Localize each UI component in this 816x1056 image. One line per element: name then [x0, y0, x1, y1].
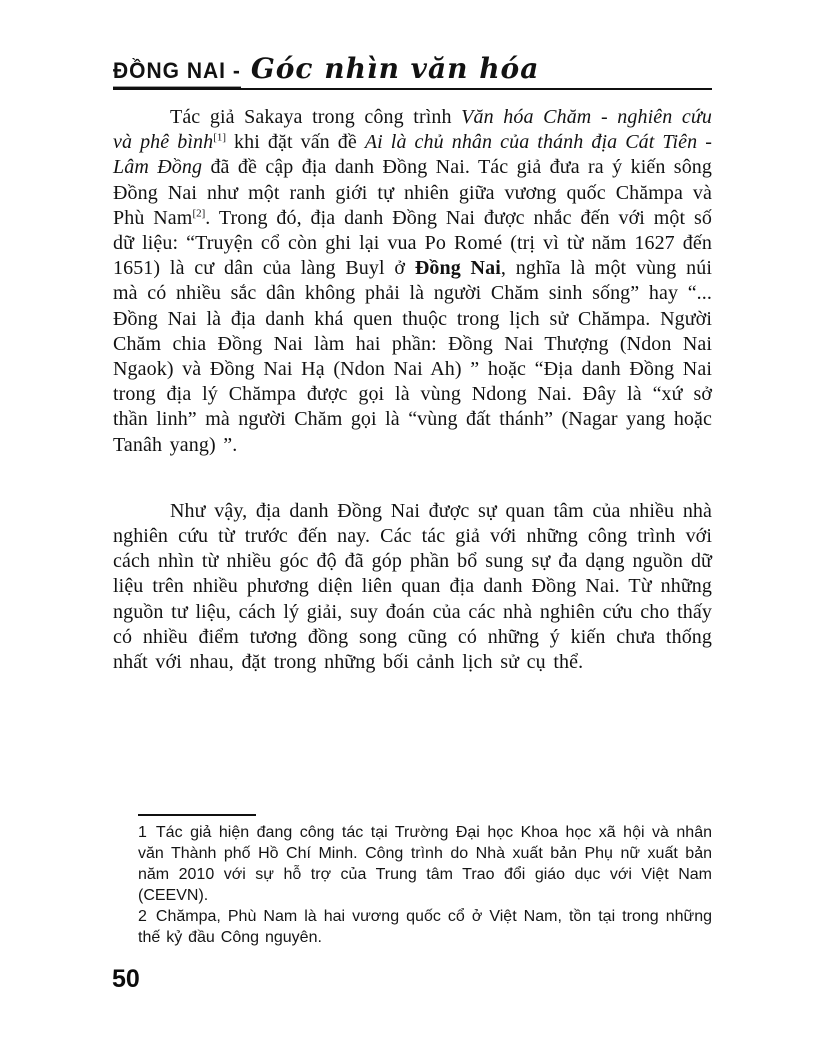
paragraph — [113, 105, 712, 458]
body-paragraphs — [113, 105, 712, 675]
header-series-title-text: ĐỒNG NAI — [113, 59, 226, 84]
paragraph — [113, 499, 712, 675]
footnote — [138, 906, 712, 948]
footnote — [138, 822, 712, 906]
footnote-rule — [138, 814, 256, 816]
footnote-number: 1 — [138, 824, 147, 841]
text-segment: . Trong đó, địa danh Đồng Nai được nhắc đến với một số dữ liệu: “Truyện cổ còn ghi lại vua Po Romé (trị vì từ năm 1627 đến 1651) là cư dân của làng Buyl ở — [113, 206, 713, 280]
text-segment: Tác giả Sakaya trong công trình — [170, 106, 462, 128]
text-segment: đã đề cập địa danh Đồng Nai. Tác giả đưa ra ý kiến sông Đồng Nai như một ranh giới tự nhiên giữa vương quốc Chămpa và Phù Nam — [113, 156, 712, 229]
text-segment: , nghĩa là một vùng núi mà có nhiều sắc dân không phải là người Chăm sinh sống” hay “... Đồng Nai là địa danh khá quen thuộc trong lịch sử Chămpa. Người Chăm chia Đồng Nai làm hai phần: Đồng Nai Thượng (Ndon Nai Ngaok) và Đồng Nai Hạ (Ndon Nai Ah) ” hoặc “Địa danh Đồng Nai trong địa lý Chămpa được gọi là vùng Ndong Nai. Đây là “xứ sở thần linh” mà người Chăm gọi là “vùng đất thánh” (Nagar yang hoặc Tanâh yang) ”. — [113, 257, 712, 456]
header-subtitle-script: Góc nhìn văn hóa — [250, 52, 540, 85]
footnote-list — [138, 822, 712, 948]
header-series-title — [113, 59, 241, 88]
header-separator: - — [226, 59, 241, 84]
footnote-text: Tác giả hiện đang công tác tại Trường Đại học Khoa học xã hội và nhân văn Thành phố Hồ Chí Minh. Công trình do Nhà xuất bản Phụ nữ xuất bản năm 2010 với sự hỗ trợ của Trung tâm Trao đổi giáo dục với Việt Nam (CEEVN). — [138, 824, 712, 904]
text-segment: Đồng Nai — [414, 257, 501, 280]
footnote-number: 2 — [138, 908, 147, 925]
text-segment: Văn hóa Chăm - nghiên cứu và phê bình — [113, 106, 712, 154]
footnote-text: Chămpa, Phù Nam là hai vương quốc cổ ở Việt Nam, tồn tại trong những thế kỷ đầu Công nguyên. — [138, 908, 712, 946]
footnote-marker: [1] — [213, 131, 227, 144]
page-number: 50 — [112, 965, 140, 993]
header-rule — [113, 88, 712, 91]
text-segment: Như vậy, địa danh Đồng Nai được sự quan tâm của nhiều nhà nghiên cứu từ trước đến nay. Các tác giả với những công trình với cách nhìn từ nhiều góc độ đã góp phần bổ sung sự đa dạng nguồn dữ liệu trên nhiều phương diện liên quan địa danh Đồng Nai. Từ những nguồn tư liệu, cách lý giải, suy đoán của các nhà nghiên cứu cho thấy có nhiều điểm tương đồng song cũng có những ý kiến chưa thống nhất với nhau, đặt trong những bối cảnh lịch sử cụ thể. — [113, 499, 712, 674]
text-segment: khi đặt vấn đề — [226, 131, 365, 154]
footnote-section — [138, 814, 712, 948]
text-segment: Ai là chủ nhân của thánh địa Cát Tiên - Lâm Đồng — [113, 131, 712, 179]
page-header — [113, 52, 712, 90]
footnote-marker: [2] — [192, 207, 206, 220]
